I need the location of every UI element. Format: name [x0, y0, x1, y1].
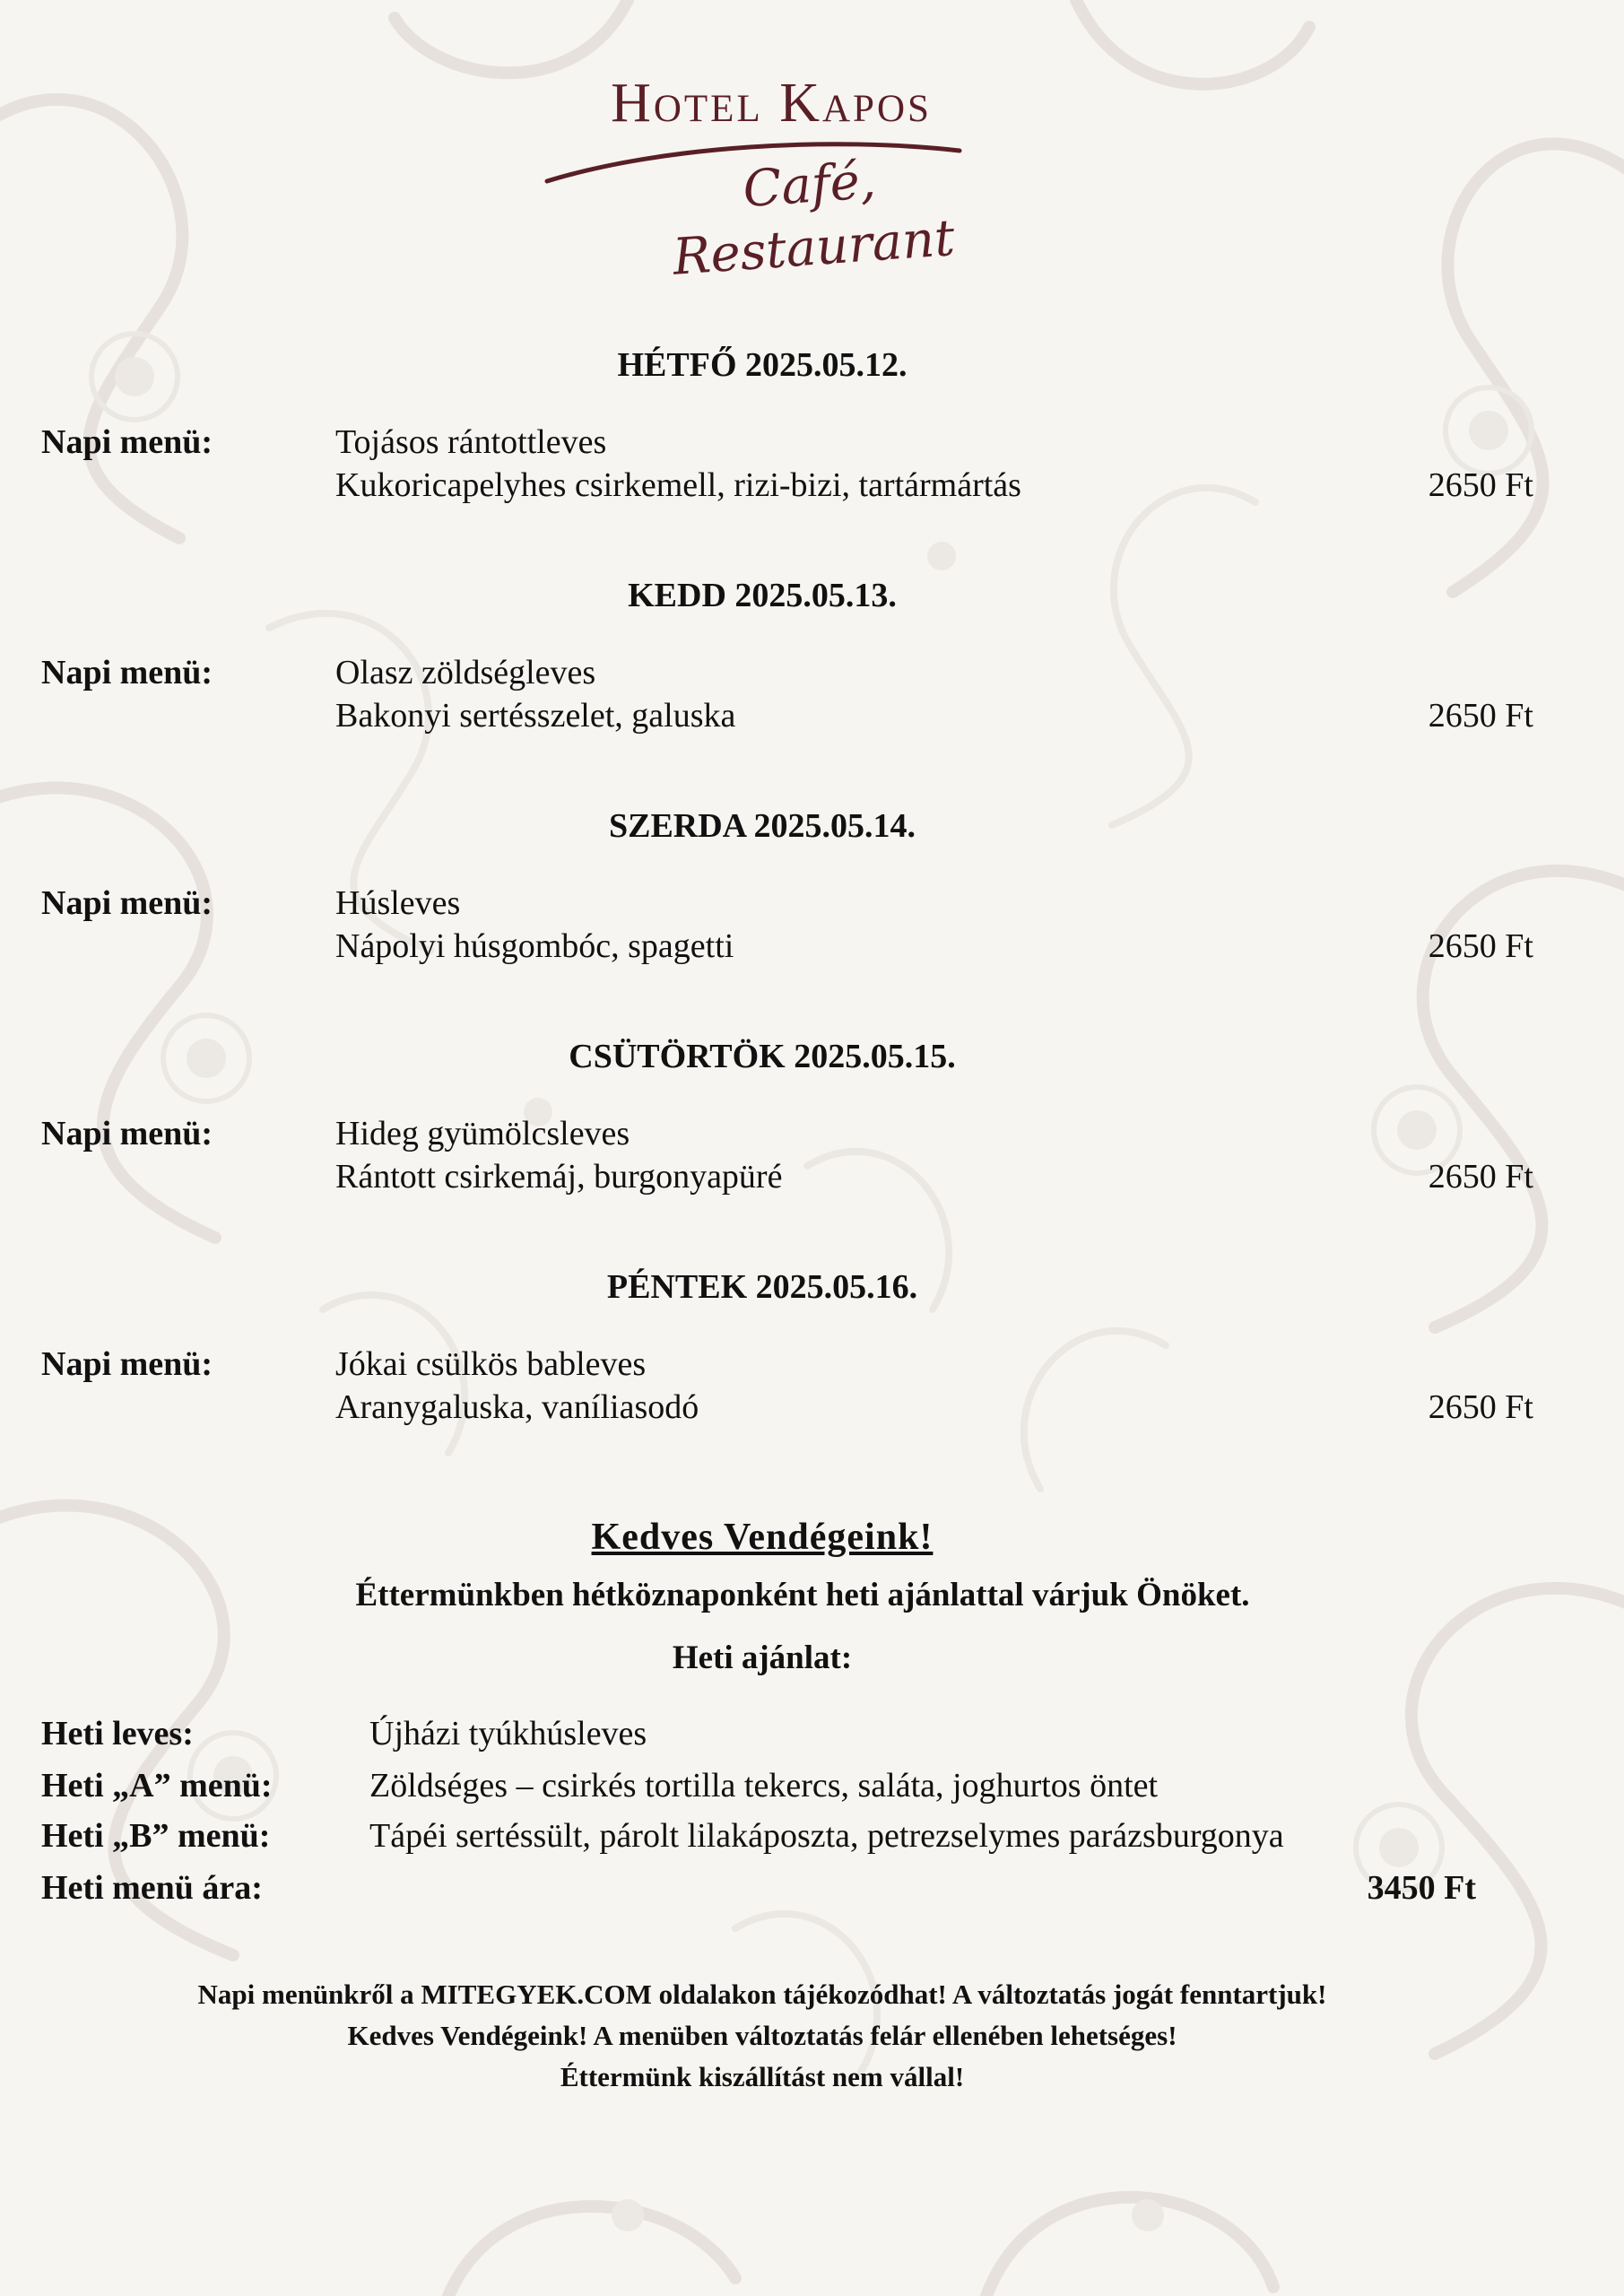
daily-price: 2650 Ft — [1428, 927, 1533, 965]
daily-menu-label: Napi menü: — [41, 654, 213, 691]
daily-soup: Hideg gyümölcsleves — [335, 1115, 630, 1152]
weekly-price: 3450 Ft — [1367, 1869, 1476, 1907]
daily-main: Rántott csirkemáj, burgonyapüré — [335, 1158, 783, 1196]
daily-soup: Tojásos rántottleves — [335, 423, 607, 461]
weekly-greeting: Kedves Vendégeink! — [591, 1517, 934, 1558]
weekly-soup: Újházi tyúkhúsleves — [369, 1715, 647, 1752]
weekly-a-menu-label: Heti „A” menü: — [41, 1767, 273, 1805]
daily-main: Aranygaluska, vaníliasodó — [335, 1388, 699, 1426]
footer-note: Napi menünkről a MITEGYEK.COM oldalakon tájékozódhat! A változtatás jogát fenntartjuk! — [197, 1979, 1327, 2010]
weekly-title: Heti ajánlat: — [672, 1639, 853, 1676]
weekly-b-menu-label: Heti „B” menü: — [41, 1817, 271, 1855]
day-heading: SZERDA 2025.05.14. — [608, 807, 916, 845]
daily-menu-label: Napi menü: — [41, 423, 213, 461]
weekly-soup-label: Heti leves: — [41, 1715, 194, 1752]
footer-note: Kedves Vendégeink! A menüben változtatás felár ellenében lehetséges! — [347, 2020, 1177, 2051]
daily-soup: Jókai csülkös bableves — [335, 1345, 647, 1383]
daily-price: 2650 Ft — [1428, 697, 1533, 735]
hotel-logo — [538, 72, 1004, 287]
daily-main: Kukoricapelyhes csirkemell, rizi-bizi, tartármártás — [335, 466, 1021, 504]
day-heading: HÉTFŐ 2025.05.12. — [617, 346, 908, 384]
daily-menu-label: Napi menü: — [41, 1345, 213, 1383]
day-heading: CSÜTÖRTÖK 2025.05.15. — [569, 1038, 956, 1075]
logo-subtitle: Café, Restaurant — [671, 152, 957, 287]
weekly-price-label: Heti menü ára: — [41, 1869, 263, 1907]
weekly-intro: Éttermünkben hétköznaponként heti ajánlattal várjuk Önöket. — [355, 1577, 1250, 1613]
weekly-a-menu: Zöldséges – csirkés tortilla tekercs, saláta, joghurtos öntet — [369, 1767, 1159, 1805]
daily-menu-label: Napi menü: — [41, 1115, 213, 1152]
daily-menu-label: Napi menü: — [41, 884, 213, 922]
day-heading: PÉNTEK 2025.05.16. — [606, 1268, 918, 1306]
footer-note: Éttermünk kiszállítást nem vállal! — [560, 2061, 965, 2092]
daily-soup: Húsleves — [335, 884, 461, 922]
daily-price: 2650 Ft — [1428, 1388, 1533, 1426]
daily-main: Nápolyi húsgombóc, spagetti — [335, 927, 734, 965]
logo-title: Hotel Kapos — [611, 73, 932, 134]
daily-price: 2650 Ft — [1428, 1158, 1533, 1196]
daily-soup: Olasz zöldségleves — [335, 654, 596, 691]
daily-main: Bakonyi sertésszelet, galuska — [335, 697, 736, 735]
weekly-b-menu: Tápéi sertéssült, párolt lilakáposzta, petrezselymes parázsburgonya — [369, 1817, 1284, 1855]
day-heading: KEDD 2025.05.13. — [628, 577, 897, 614]
daily-price: 2650 Ft — [1428, 466, 1533, 504]
